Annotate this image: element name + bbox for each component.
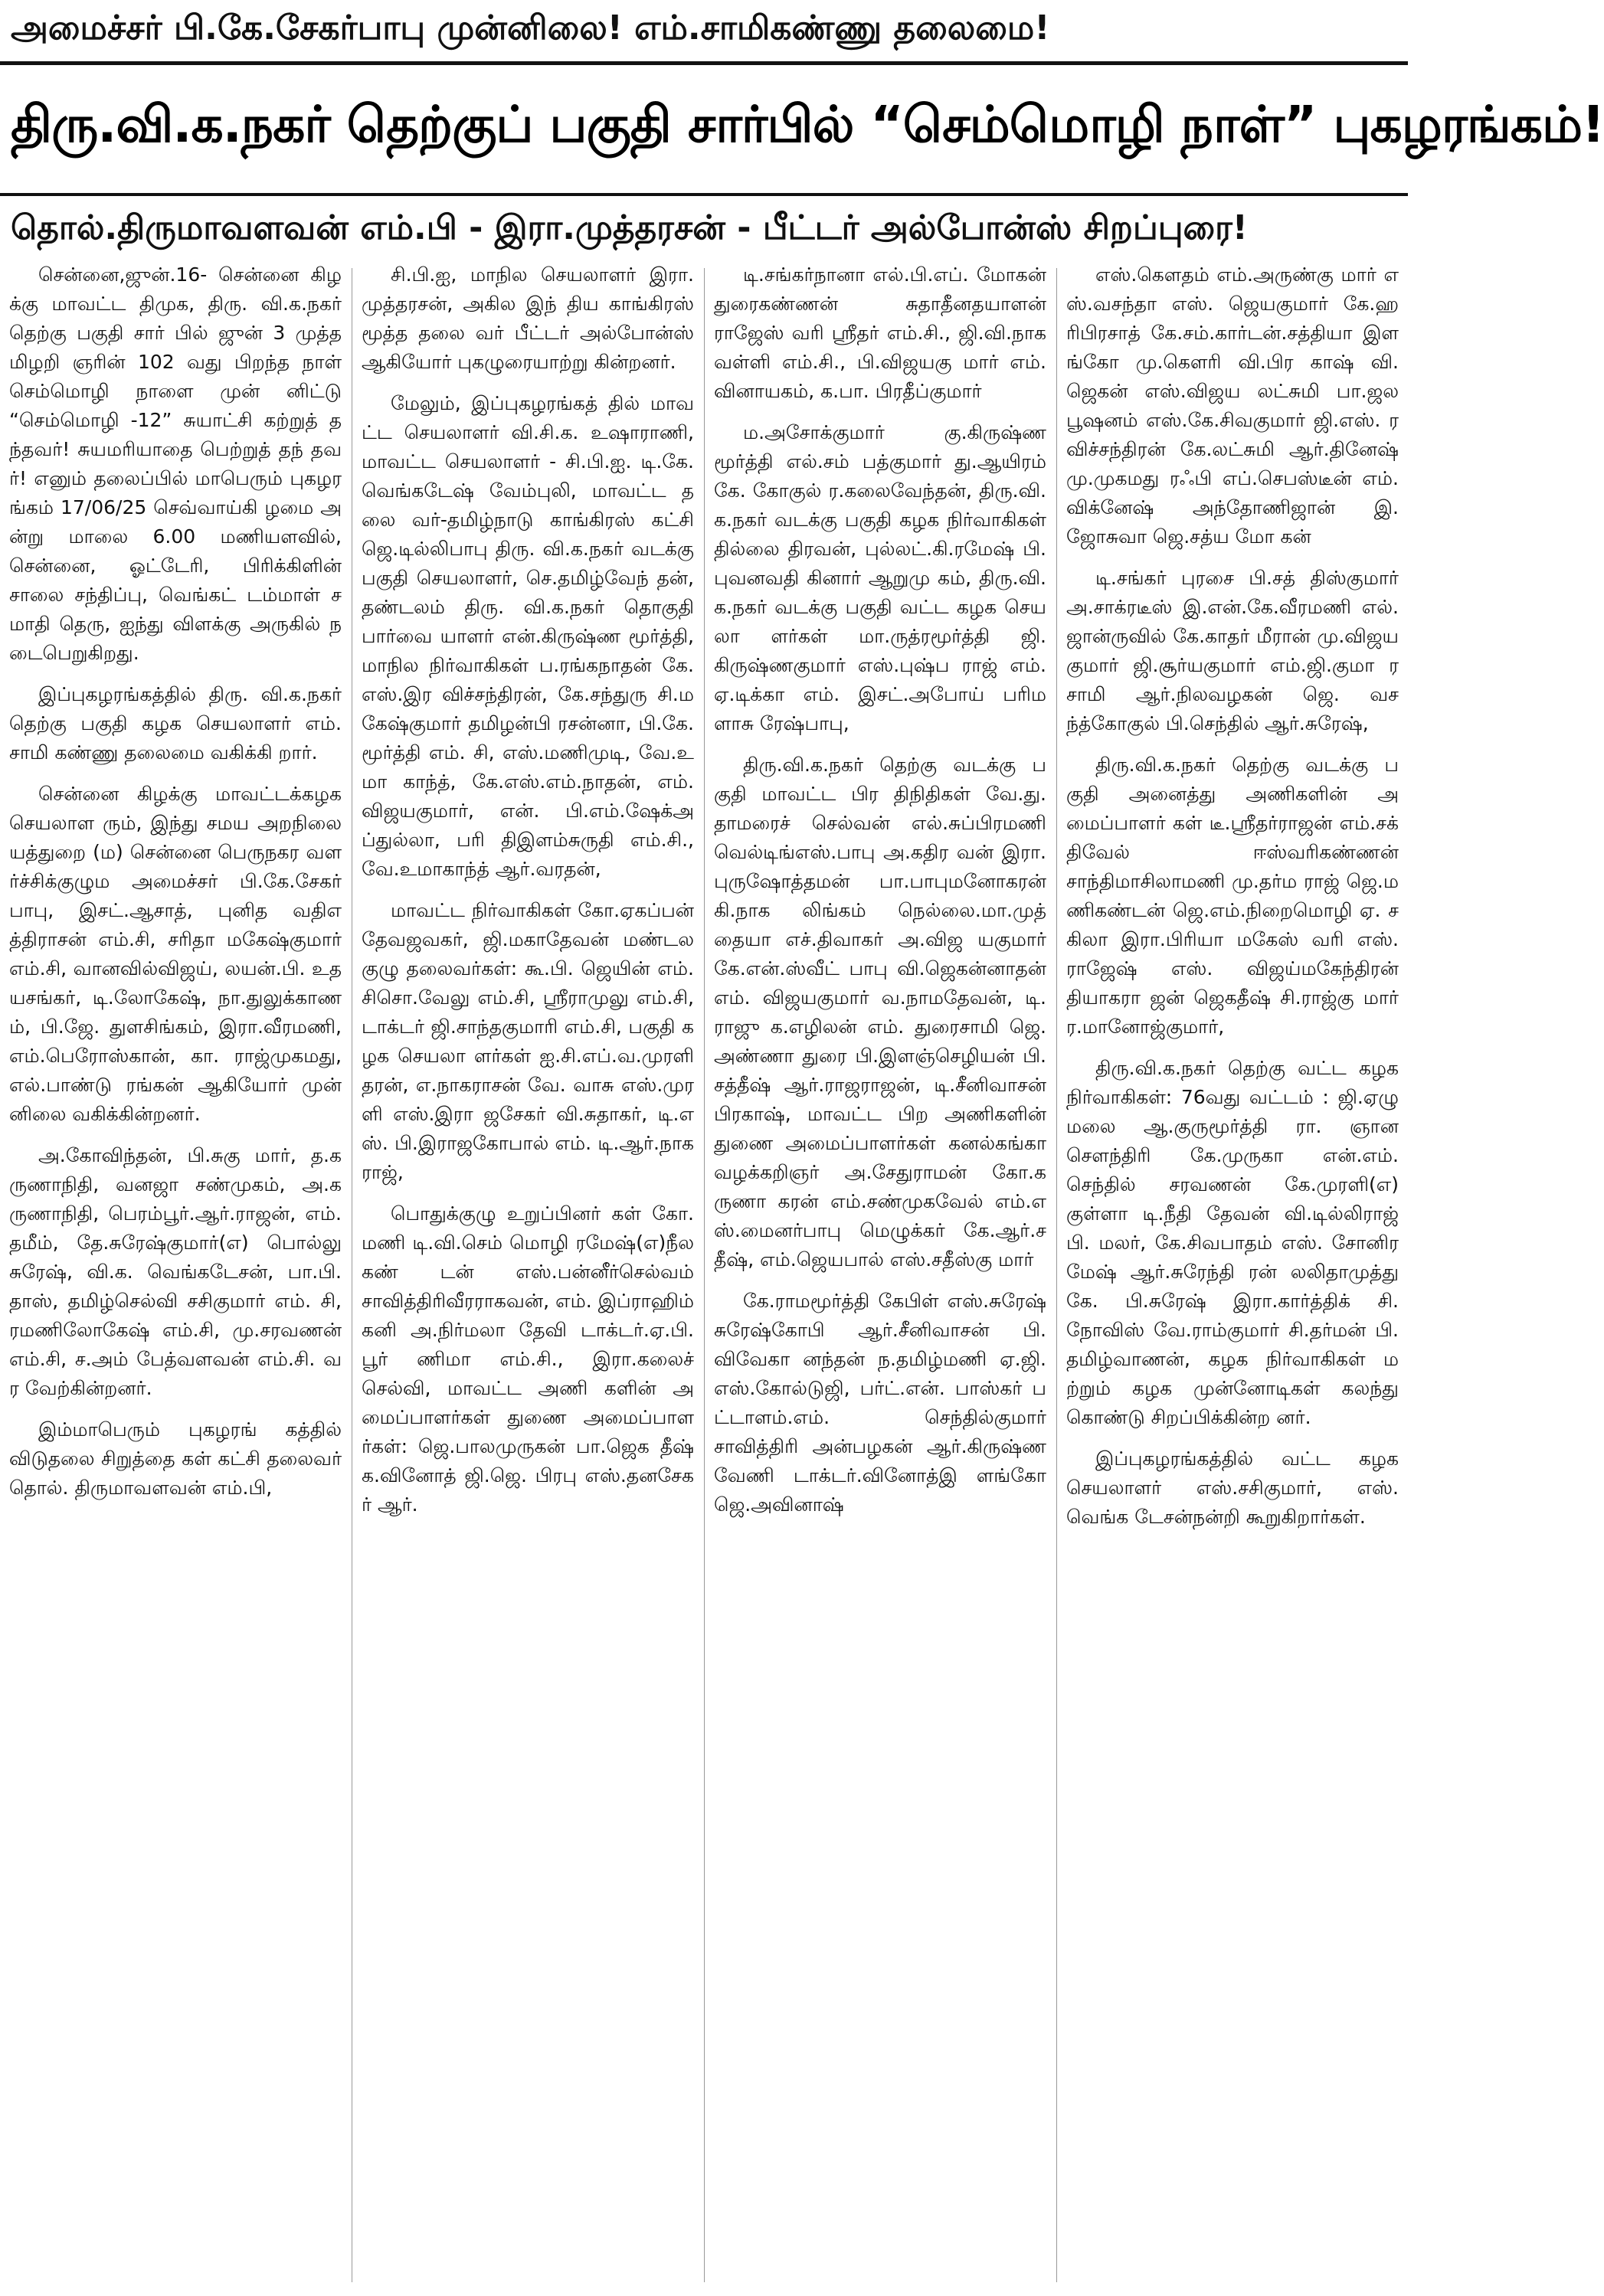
main-headline: திரு.வி.க.நகர் தெற்குப் பகுதி சார்பில் “செம்மொழி நாள்” புகழரங்கம்! (11, 95, 1604, 154)
kicker-divider (0, 61, 1408, 65)
article-paragraph: எஸ்.கௌதம் எம்.அருண்கு மார் எஸ்.வசந்தா எஸ். ஜெயகுமார் கே.ஹரிபிரசாத் கே.சம்.கார்டன்.சத்தியா இளங்கோ மு.கௌரி வி.பிர காஷ் வி.ஜெகன் எஸ்.விஜய லட்சுமி பா.ஜலபூஷனம் எஸ்.கே.சிவகுமார் ஜி.எஸ். ரவிச்சந்திரன் கே.லட்சுமி ஆர்.தினேஷ் மு.முகமது ரஃபி எப்.செபஸ்டீன் எம். விக்னேஷ் அந்தோணிஜான் இ.ஜோசுவா ஜெ.சத்ய மோ கன் (1066, 263, 1399, 548)
article-paragraph: கே.ராமமூர்த்தி கேபிள் எஸ்.சுரேஷ் சுரேஷ்கோபி ஆர்.சீனிவாசன் பி.விவேகா னந்தன் ந.தமிழ்மணி ஏ.ஜி. எஸ்.கோல்டுஜி, பர்ட்.என். பாஸ்கர் பட்டாளம்.எம். செந்தில்குமார் சாவித்திரி அன்பழகன் ஆர்.கிருஷ்ண வேணி டாக்டர்.வினோத்இ ளங்கோ ஜெ.அவினாஷ் (714, 1290, 1046, 1516)
kicker-headline: அமைச்சர் பி.கே.சேகர்பாபு முன்னிலை! எம்.சாமிகண்ணு தலைமை! (11, 8, 1050, 47)
article-paragraph: இப்புகழரங்கத்தில் திரு. வி.க.நகர் தெற்கு பகுதி கழக செயலாளர் எம்.சாமி கண்ணு தலைமை வகிக்கி றார். (9, 683, 342, 764)
article-paragraph: பொதுக்குழு உறுப்பினர் கள் கோ.மணி டி.வி.செம் மொழி ரமேஷ்(எ)நீலகண் டன் எஸ்.பன்னீர்செல்வம் சாவித்திரிவீரராகவன், எம். இப்ராஹிம் கனி அ.நிர்மலா தேவி டாக்டர்.ஏ.பி.பூர் ணிமா எம்.சி., இரா.கலைச் செல்வி, மாவட்ட அணி களின் அமைப்பாளர்கள் துணை அமைப்பாளர்கள்: ஜெ.பாலமுருகன் பா.ஜெக தீஷ் க.வினோத் ஜி.ஜெ. பிரபு எஸ்.தனசேகர் ஆர். (362, 1202, 694, 1516)
article-paragraph: திரு.வி.க.நகர் தெற்கு வடக்கு பகுதி அனைத்து அணிகளின் அமைப்பாளர் கள் டீ.ஸ்ரீதர்ராஜன் எம்.சக் திவேல் ஈஸ்வரிகண்ணன் சாந்திமாசிலாமணி மு.தர்ம ராஜ் ஜெ.மணிகண்டன் ஜெ.எம்.நிறைமொழி ஏ. சகிலா இரா.பிரியா மகேஸ் வரி எஸ்.ராஜேஷ் எஸ். விஜய்மகேந்திரன் தியாகரா ஜன் ஜெகதீஷ் சி.ராஜ்கு மார் ர.மானோஜ்குமார், (1066, 754, 1399, 1038)
article-paragraph: டி.சங்கர் புரசை பி.சத் திஸ்குமார் அ.சாக்ரடீஸ் இ.என்.கே.வீரமணி எல். ஜான்ருவில் கே.காதர் மீரான் மு.விஜயகுமார் ஜி.சூர்யகுமார் எம்.ஜி.குமா ரசாமி ஆர்.நிலவழகன் ஜெ. வசந்த்கோகுல் பி.செந்தில் ஆர்.சுரேஷ், (1066, 567, 1399, 734)
article-paragraph: இப்புகழரங்கத்தில் வட்ட கழக செயலாளர் எஸ்.சசிகுமார், எஸ்.வெங்க டேசன்நன்றி கூறுகிறார்கள். (1066, 1447, 1399, 1528)
article-paragraph: ம.அசோக்குமார் கு.கிருஷ்ணமூர்த்தி எல்.சம் பத்குமார் து.ஆயிரம் கே. கோகுல் ர.கலைவேந்தன், திரு.வி.க.நகர் வடக்கு பகுதி கழக நிர்வாகிகள் தில்லை திரவன், புல்லட்.கி.ரமேஷ் பி.புவனவதி கினார் ஆறுமு கம், திரு.வி.க.நகர் வடக்கு பகுதி வட்ட கழக செயலா ளர்கள் மா.ருத்ரமூர்த்தி ஜி. கிருஷ்ணகுமார் எஸ்.புஷ்ப ராஜ் எம்.ஏ.டிக்கா எம். இசட்.அபோய் பரிமளாசு ரேஷ்பாபு, (714, 421, 1046, 734)
article-column-1 (5, 260, 346, 2290)
subheadline: தொல்.திருமாவளவன் எம்.பி - இரா.முத்தரசன் - பீட்டர் அல்போன்ஸ் சிறப்புரை! (11, 208, 1248, 247)
article-paragraph: மேலும், இப்புகழரங்கத் தில் மாவட்ட செயலாளர் வி.சி.க. உஷாராணி, மாவட்ட செயலாளர் - சி.பி.ஐ. டி.கே.வெங்கடேஷ் வேம்புலி, மாவட்ட தலை வர்-தமிழ்நாடு காங்கிரஸ் கட்சி ஜெ.டில்லிபாபு திரு. வி.க.நகர் வடக்கு பகுதி செயலாளர், செ.தமிழ்வேந் தன், தண்டலம் திரு. வி.க.நகர் தொகுதி பார்வை யாளர் என்.கிருஷ்ண மூர்த்தி, மாநில நிர்வாகிகள் ப.ரங்கநாதன் கே.எஸ்.இர விச்சந்திரன், கே.சந்துரு சி.மகேஷ்குமார் தமிழன்பி ரசன்னா, பி.கே.மூர்த்தி எம். சி, எஸ்.மணிமுடி, வே.உமா காந்த், கே.எஸ்.எம்.நாதன், எம்.விஜயகுமார், என். பி.எம்.ஷேக்அப்துல்லா, பரி திஇளம்சுருதி எம்.சி., வே.உமாகாந்த் ஆர்.வரதன், (362, 392, 694, 880)
article-paragraph: டி.சங்கர்நானா எல்.பி.எப். மோகன் துரைகண்ணன் சுதாதீனதயாளன் ராஜேஸ் வரி ஸ்ரீதர் எம்.சி., ஜி.வி.நாக வள்ளி எம்.சி., பி.விஜயகு மார் எம்.வினாயகம், க.பா. பிரதீப்குமார் (714, 263, 1046, 402)
article-paragraph: அ.கோவிந்தன், பி.சுகு மார், த.கருணாநிதி, வனஜா சண்முகம், அ.கருணாநிதி, பெரம்பூர்.ஆர்.ராஜன், எம். தமீம், தே.சுரேஷ்குமார்(எ) பொல்லு சுரேஷ், வி.க. வெங்கடேசன், பா.பி.தாஸ், தமிழ்செல்வி சசிகுமார் எம். சி, ரமணிலோகேஷ் எம்.சி, மு.சரவணன் எம்.சி, ச.அம் பேத்வளவன் எம்.சி. வர வேற்கின்றனர். (9, 1144, 342, 1399)
article-paragraph: சென்னை கிழக்கு மாவட்டக்கழக செயலாள ரும், இந்து சமய அறநிலை யத்துறை (ம) சென்னை பெருநகர வளர்ச்சிக்குழும அமைச்சர் பி.கே.சேகர் பாபு, இசட்.ஆசாத், புனித வதிஎத்திராசன் எம்.சி, சரிதா மகேஷ்குமார் எம்.சி, வானவில்விஜய், லயன்.பி. உதயசங்கர், டி.லோகேஷ், நா.துலுக்காணம், பி.ஜே. துளசிங்கம், இரா.வீரமணி, எம்.பெரோஸ்கான், கா. ராஜ்முகமது, எல்.பாண்டு ரங்கன் ஆகியோர் முன் னிலை வகிக்கின்றனர். (9, 783, 342, 1125)
article-body (0, 260, 1408, 2290)
article-column-2 (357, 260, 699, 2290)
article-paragraph: சென்னை,ஜுன்.16- சென்னை கிழக்கு மாவட்ட திமுக, திரு. வி.க.நகர் தெற்கு பகுதி சார் பில் ஜுன் 3 முத்தமிழறி ஞரின் 102 வது பிறந்த நாள் செம்மொழி நாளை முன் னிட்டு “செம்மொழி -12” சுயாட்சி கற்றுத் தந்தவர்! சுயமரியாதை பெற்றுத் தந் தவர்! எனும் தலைப்பில் மாபெரும் புகழரங்கம் 17/06/25 செவ்வாய்கி ழமை அன்று மாலை 6.00 மணியளவில், சென்னை, ஓட்டேரி, பிரிக்கிளின் சாலை சந்திப்பு, வெங்கட் டம்மாள் சமாதி தெரு, ஐந்து விளக்கு அருகில் நடைபெறுகிறது. (9, 263, 342, 664)
article-paragraph: மாவட்ட நிர்வாகிகள் கோ.ஏகப்பன் தேவஜவகர், ஜி.மகாதேவன் மண்டல குழு தலைவர்கள்: கூ.பி. ஜெயின் எம்.சிசொ.வேலு எம்.சி, ஸ்ரீராமுலு எம்.சி, டாக்டர் ஜி.சாந்தகுமாரி எம்.சி, பகுதி கழக செயலா ளர்கள் ஐ.சி.எப்.வ.முரளி தரன், எ.நாகராசன் வே. வாசு எஸ்.முரளி எஸ்.இரா ஜசேகர் வி.சுதாகர், டி.எஸ். பி.இராஜகோபால் எம். டி.ஆர்.நாகராஜ், (362, 899, 694, 1183)
article-paragraph: திரு.வி.க.நகர் தெற்கு வட்ட கழக நிர்வாகிகள்: 76வது வட்டம் : ஜி.ஏழு மலை ஆ.குருமூர்த்தி ரா. ஞானசௌந்திரி கே.முருகா என்.எம்.செந்தில் சரவணன் கே.முரளி(எ)குள்ளா டி.நீதி தேவன் வி.டில்லிராஜ் பி. மலர், கே.சிவபாதம் எஸ். சோனிரமேஷ் ஆர்.சுரேந்தி ரன் லலிதாமுத்து கே. பி.சுரேஷ் இரா.கார்த்திக் சி.நோவிஸ் வே.ராம்குமார் சி.தர்மன் பி.தமிழ்வாணன், கழக நிர்வாகிகள் மற்றும் கழக முன்னோடிகள் கலந்து கொண்டு சிறப்பிக்கின்ற னர். (1066, 1057, 1399, 1428)
article-column-3 (709, 260, 1051, 2290)
article-column-4 (1062, 260, 1403, 2290)
article-paragraph: இம்மாபெரும் புகழரங் கத்தில் விடுதலை சிறுத்தை கள் கட்சி தலைவர் தொல். திருமாவளவன் எம்.பி, (9, 1418, 342, 1499)
headline-divider (0, 193, 1408, 196)
article-paragraph: சி.பி.ஐ, மாநில செயலாளர் இரா.முத்தரசன், அகில இந் திய காங்கிரஸ் மூத்த தலை வர் பீட்டர் அல்போன்ஸ் ஆகியோர் புகழுரையாற்று கின்றனர். (362, 263, 694, 373)
article-paragraph: திரு.வி.க.நகர் தெற்கு வடக்கு பகுதி மாவட்ட பிர திநிதிகள் வே.து.தாமரைச் செல்வன் எல்.சுப்பிரமணி வெல்டிங்எஸ்.பாபு அ.கதிர வன் இரா.புருஷோத்தமன் பா.பாபுமனோகரன் கி.நாக லிங்கம் நெல்லை.மா.முத் தையா எச்.திவாகர் அ.விஜ யகுமார் கே.என்.ஸ்வீட் பாபு வி.ஜெகன்னாதன் எம். விஜயகுமார் வ.நாமதேவன், டி.ராஜு க.எழிலன் எம். துரைசாமி ஜெ.அண்ணா துரை பி.இளஞ்செழியன் பி.சத்தீஷ் ஆர்.ராஜராஜன், டி.சீனிவாசன் பிரகாஷ், மாவட்ட பிற அணிகளின் துணை அமைப்பாளர்கள் கனல்கங்கா வழக்கறிஞர் அ.சேதுராமன் கோ.கருணா கரன் எம்.சண்முகவேல் எம்.எஸ்.மைனர்பாபு மெழுக்கர் கே.ஆர்.சதீஷ், எம்.ஜெயபால் எஸ்.சதீஸ்கு மார் (714, 754, 1046, 1271)
